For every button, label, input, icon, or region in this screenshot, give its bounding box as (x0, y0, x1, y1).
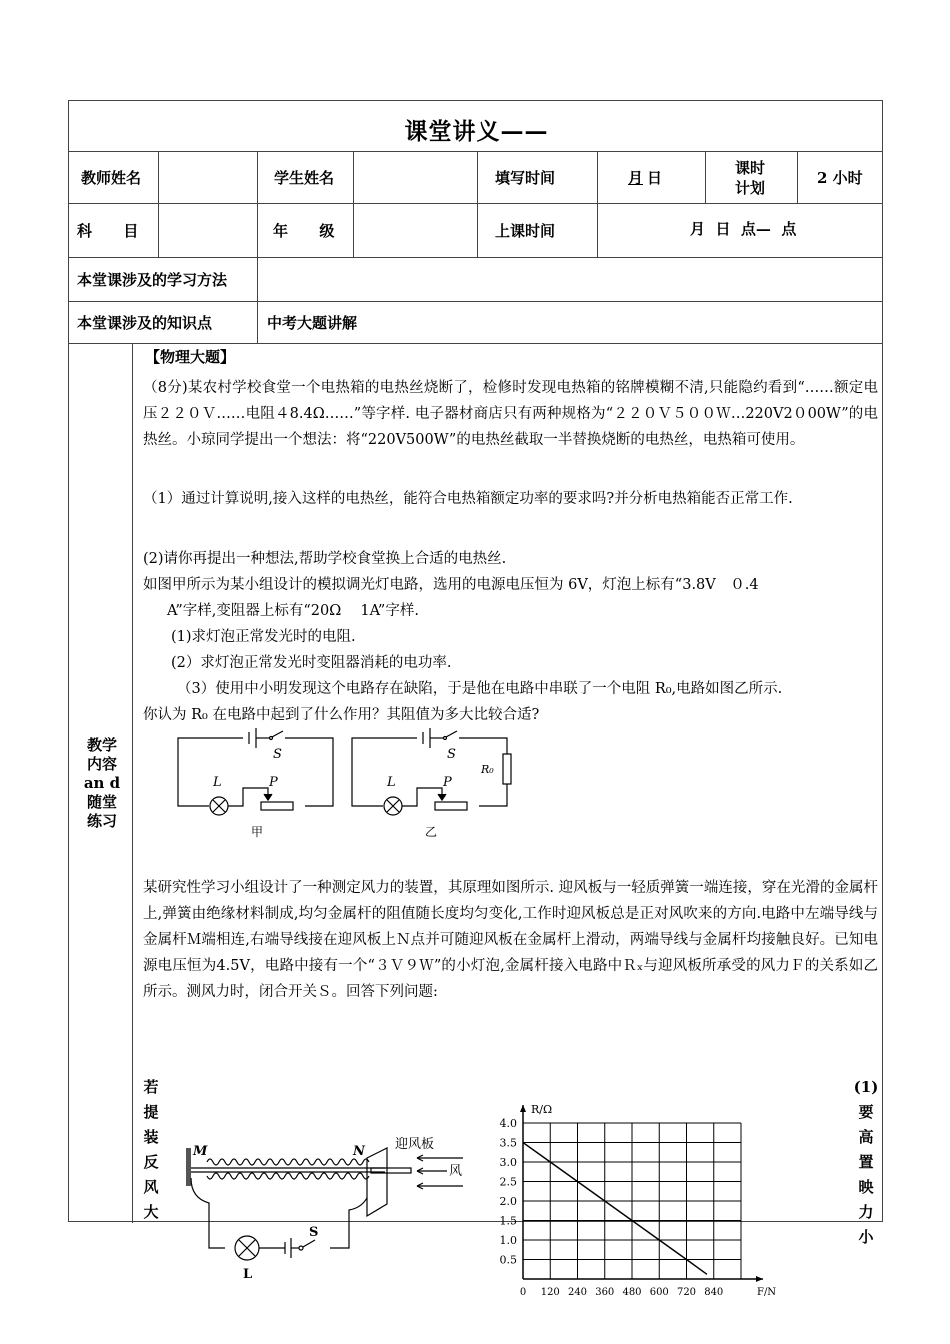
divider (69, 301, 882, 302)
teaching-content-label (77, 736, 127, 831)
grade-label: 年 级 (273, 222, 335, 240)
section-title: 【物理大题】 (145, 348, 236, 366)
class-time-value[interactable]: 月 日 点— 点 (690, 220, 797, 238)
switch-label: S (447, 747, 456, 762)
svg-text:720: 720 (676, 1287, 697, 1298)
svg-text:3.0: 3.0 (499, 1156, 517, 1169)
fill-time-day: 日 (647, 169, 663, 187)
svg-text:240: 240 (567, 1287, 588, 1298)
problem-1-question-1 (143, 486, 878, 512)
problem-3-intro (143, 875, 878, 1005)
resistance-force-chart (481, 1103, 781, 1303)
learning-method-label: 本堂课涉及的学习方法 (77, 271, 228, 289)
divider (705, 151, 706, 203)
fill-time-value[interactable] (595, 169, 662, 187)
paragraph: （8分)某农村学校食堂一个电热箱的电热丝烧断了，检修时发现电热箱的铭牌模糊不清,只能隐约看到“……额定电压２２０Ｖ……电阻４8.4Ω……”等字样. 电子器材商店只有两种规格为“２２０Ｖ５００Ｗ…220V2０00W”的电热丝。小琼同学提出一个想法：将“220V500W”的电热丝截取一半替换烧断的电热丝，电热箱可使用。 (143, 380, 878, 448)
svg-text:0.5: 0.5 (499, 1253, 517, 1267)
subject-label: 科 目 (77, 222, 139, 240)
vertical-char: 力 (858, 1203, 874, 1221)
divider (69, 203, 882, 204)
vertical-char: 置 (858, 1153, 874, 1171)
paragraph: 如图甲所示为某小组设计的模拟调光灯电路，选用的电源电压恒为 6V，灯泡上标有“3.8V ０.4 (143, 577, 759, 593)
page-title: 课堂讲义—— (404, 118, 549, 145)
svg-text:F/N: F/N (757, 1287, 777, 1298)
switch-label: S (273, 747, 282, 762)
svg-text:1.5: 1.5 (499, 1214, 517, 1228)
problem-2-text (143, 572, 878, 728)
grade-field[interactable] (361, 222, 471, 240)
student-name-label: 学生姓名 (274, 169, 335, 187)
spring-icon (207, 1159, 369, 1179)
wind-force-device-figure (185, 1128, 465, 1293)
svg-text:2.5: 2.5 (499, 1175, 517, 1189)
svg-text:360: 360 (595, 1287, 615, 1298)
wind-plate-icon (367, 1148, 387, 1216)
problem-3-left-vertical-text (141, 1075, 161, 1225)
lesson-plan-label-2: 计划 (735, 179, 766, 197)
svg-text:0: 0 (519, 1287, 527, 1298)
slider-label: P (269, 775, 278, 790)
fill-time-label: 填写时间 (495, 169, 556, 187)
student-name-field[interactable] (361, 169, 471, 187)
divider (597, 151, 598, 257)
divider (69, 151, 882, 152)
svg-text:2.0: 2.0 (499, 1195, 517, 1208)
lesson-handout-table (68, 100, 883, 1298)
knowledge-point-value: 中考大题讲解 (267, 314, 358, 332)
teacher-name-label: 教师姓名 (81, 169, 142, 187)
circuit-jia (178, 728, 333, 815)
lesson-plan-value: 2 小时 (817, 169, 863, 187)
slider-label: P (443, 775, 452, 790)
divider (257, 151, 258, 343)
fill-time-month: 月 (627, 169, 643, 187)
vertical-char: 高 (858, 1128, 874, 1146)
vertical-char: 大 (143, 1203, 159, 1221)
teacher-name-field[interactable] (164, 169, 252, 187)
problem-3-right-vertical-text (851, 1075, 881, 1250)
divider (69, 257, 882, 258)
svg-text:120: 120 (540, 1287, 560, 1298)
divider (158, 151, 159, 257)
svg-text:4.0: 4.0 (499, 1117, 517, 1130)
vertical-char: 提 (143, 1103, 159, 1121)
side-label-line: an d (83, 774, 121, 792)
vertical-char: 小 (858, 1228, 874, 1246)
paragraph: (2)请你再提出一种想法,帮助学校食堂换上合适的电热丝. (143, 551, 507, 567)
end-n-label: N (353, 1144, 365, 1159)
subject-field[interactable] (164, 222, 252, 240)
svg-text:840: 840 (704, 1287, 724, 1298)
divider (797, 151, 798, 203)
lamp-label: L (243, 1267, 253, 1282)
wind-label: 风 (449, 1164, 463, 1179)
paragraph: (1)求灯泡正常发光时的电阻. (171, 629, 356, 645)
svg-text:600: 600 (649, 1287, 669, 1298)
circuit-diagrams (163, 728, 543, 843)
divider (477, 151, 478, 257)
learning-method-field[interactable] (267, 271, 867, 289)
paragraph: A”字样,变阻器上标有“20Ω 1A”字样. (167, 603, 419, 619)
paragraph: (2）求灯泡正常发光时变阻器消耗的电功率. (171, 655, 452, 671)
paragraph: 某研究性学习小组设计了一种测定风力的装置，其原理如图所示. 迎风板与一轻质弹簧一端连接，穿在光滑的金属杆上,弹簧由绝缘材料制成,均匀金属杆的阻值随长度均匀变化,工作时迎风板总是正对风吹来的方向.电路中左端导线与金属杆Ｍ端相连,右端导线接在迎风板上Ｎ点并可随迎风板在金属杆上滑动，两端导线与金属杆均接触良好。已知电源电压恒为4.5V，电路中接有一个“３Ｖ９Ｗ”的小灯泡,金属杆接入电路中Ｒₓ与迎风板所承受的风力Ｆ的关系如乙所示。测风力时，闭合开关Ｓ。回答下列问题: (143, 880, 878, 1000)
vertical-char: 装 (143, 1128, 159, 1146)
lamp-label: L (387, 775, 396, 790)
figure-label-yi: 乙 (425, 825, 438, 839)
problem-1-intro (143, 375, 878, 453)
vertical-char: 映 (858, 1178, 874, 1196)
side-label-line: 随堂 (86, 793, 117, 811)
paragraph: （3）使用中小明发现这个电路存在缺陷，于是他在电路中串联了一个电阻 R₀,电路如图乙所示. (177, 681, 783, 697)
vertical-char: 要 (858, 1103, 874, 1121)
lamp-label: L (213, 775, 222, 790)
switch-label: S (309, 1225, 319, 1240)
wind-plate-label: 迎风板 (395, 1137, 435, 1152)
vertical-char: (1) (853, 1078, 879, 1096)
teaching-content-area (133, 343, 882, 1298)
svg-text:1.0: 1.0 (499, 1234, 517, 1247)
end-m-label: M (193, 1144, 208, 1159)
side-label-line: 练习 (86, 812, 117, 830)
divider (353, 151, 354, 257)
figure-label-jia: 甲 (251, 825, 264, 839)
vertical-char: 风 (143, 1178, 159, 1196)
resistor-label: R₀ (481, 763, 494, 776)
paragraph: （1）通过计算说明,接入这样的电热丝，能符合电热箱额定功率的要求吗?并分析电热箱能否正常工作. (143, 491, 793, 507)
side-label-line: 内容 (86, 755, 117, 773)
vertical-char: 若 (143, 1078, 159, 1096)
svg-text:R/Ω: R/Ω (531, 1103, 553, 1116)
lesson-plan-label-1: 课时 (735, 159, 766, 177)
side-label-line: 教学 (86, 736, 117, 754)
paragraph: 你认为 R₀ 在电路中起到了什么作用？其阻值为多大比较合适? (143, 707, 540, 723)
vertical-char: 反 (143, 1153, 159, 1171)
svg-text:480: 480 (622, 1287, 642, 1298)
svg-text:3.5: 3.5 (499, 1136, 517, 1150)
knowledge-point-label: 本堂课涉及的知识点 (77, 314, 213, 332)
class-time-label: 上课时间 (495, 222, 556, 240)
problem-1-question-2 (143, 546, 878, 572)
